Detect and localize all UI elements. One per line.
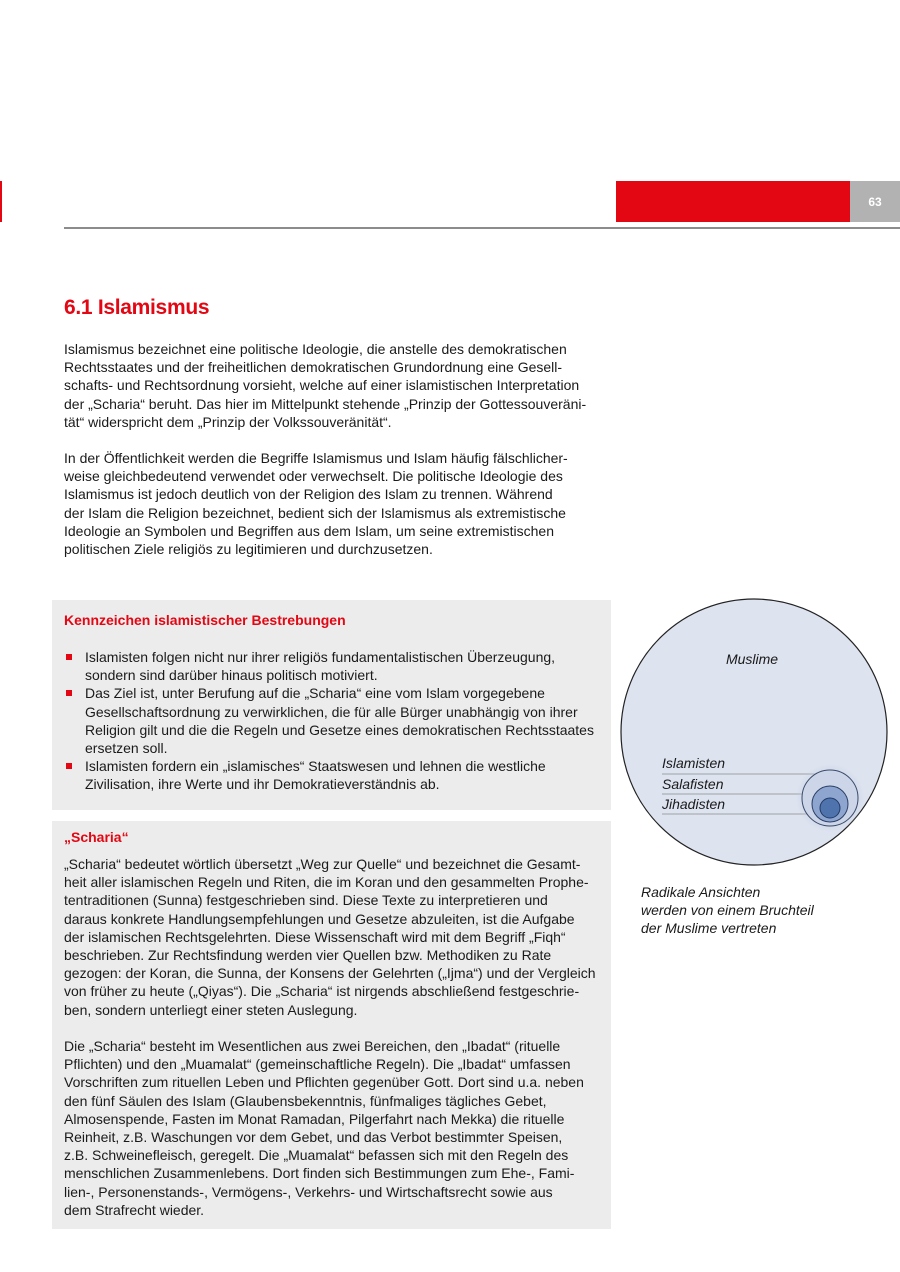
text-line: politischen Ziele religiös zu legitimieren und durchzusetzen. xyxy=(64,541,433,558)
text-line: z.B. Schweinefleisch, geregelt. Die „Muamalat“ befassen sich mit den Regeln des xyxy=(64,1147,569,1164)
header-red-band xyxy=(616,181,850,222)
text-line: Die „Scharia“ besteht im Wesentlichen aus zwei Bereichen, den „Ibadat“ (rituelle xyxy=(64,1038,561,1054)
section-title: 6.1 Islamismus xyxy=(64,296,210,319)
jihadists-circle xyxy=(820,798,840,818)
second-paragraph xyxy=(64,449,624,558)
text-line: der Muslime vertreten xyxy=(641,920,777,937)
text-line: tentraditionen (Sunna) festgeschrieben sind. Diese Texte zu interpretieren und xyxy=(64,892,548,909)
text-line: In der Öffentlichkeit werden die Begriffe Islamismus und Islam häufig fälschlicher- xyxy=(64,450,568,466)
text-line: Islamisten folgen nicht nur ihrer religiös fundamentalistischen Überzeugung, xyxy=(85,649,556,665)
text-line: menschlichen Zusammenlebens. Dort finden sich Bestimmungen zum Ehe-, Fami- xyxy=(64,1165,575,1182)
text-line: beschrieben. Zur Rechtsfindung werden vier Quellen bzw. Methodiken zu Rate xyxy=(64,947,552,964)
text-line: Das Ziel ist, unter Berufung auf die „Scharia“ eine vom Islam vorgegebene xyxy=(85,685,545,702)
red-square-bullet-icon xyxy=(66,654,72,660)
red-square-bullet-icon xyxy=(66,690,72,696)
scharia-box xyxy=(52,821,611,1229)
text-line: ben, sondern unterliegt einer steten Auslegung. xyxy=(64,1001,358,1018)
intro-paragraph xyxy=(64,340,624,431)
red-square-bullet-icon xyxy=(66,763,72,769)
text-line: Gesellschaftsordnung zu verwirklichen, die für alle Bürger unabhängig von ihrer xyxy=(85,703,578,720)
text-line: tät“ widerspricht dem „Prinzip der Volkssouveränität“. xyxy=(64,413,392,430)
text-line: ersetzen soll. xyxy=(85,740,168,757)
text-line: Vorschriften zum rituellen Leben und Pflichten gegenüber Gott. Dort sind u.a. neben xyxy=(64,1074,584,1091)
muslims-radicals-circle-diagram xyxy=(614,592,894,872)
text-line: Rechtsstaates und der freiheitlichen demokratischen Grundordnung eine Gesell- xyxy=(64,359,563,376)
islamisten-label: Islamisten xyxy=(662,755,726,771)
text-line: der islamischen Rechtsgelehrten. Diese Wissenschaft wird mit dem Begriff „Fiqh“ xyxy=(64,928,566,945)
text-line: Islamisten fordern ein „islamisches“ Staatswesen und lehnen die westliche xyxy=(85,758,546,775)
page-number: 63 xyxy=(850,181,900,222)
text-line: weise gleichbedeutend verwendet oder verwechselt. Die politische Ideologie des xyxy=(64,468,563,485)
diagram-caption xyxy=(641,883,814,938)
text-line: „Scharia“ bedeutet wörtlich übersetzt „Weg zur Quelle“ und bezeichnet die Gesamt- xyxy=(64,856,581,872)
text-line: Zivilisation, ihre Werte und ihr Demokratieverständnis ab. xyxy=(85,776,440,793)
muslims-label: Muslime xyxy=(725,651,779,667)
text-line: Islamismus ist jedoch deutlich von der Religion des Islam zu trennen. Während xyxy=(64,486,553,503)
text-line: Ideologie an Symbolen und Begriffen aus dem Islam, um seine extremistischen xyxy=(64,522,555,539)
text-line: schafts- und Rechtsordnung vorsieht, welche auf einer islamistischen Interpretation xyxy=(64,377,580,394)
list-item xyxy=(64,684,594,757)
text-line: von früher zu heute („Qiyas“). Die „Scharia“ ist nirgends abschließend festgeschrie- xyxy=(64,983,580,1000)
jihadisten-label: Jihadisten xyxy=(662,796,726,812)
text-line: lien-, Personenstands-, Vermögens-, Verkehrs- und Wirtschaftsrecht sowie aus xyxy=(64,1183,553,1200)
text-line: daraus konkrete Handlungsempfehlungen und Gesetze abzuleiten, ist die Aufgabe xyxy=(64,910,575,927)
text-line: der „Scharia“ beruht. Das hier im Mittelpunkt stehende „Prinzip der Gottessouveräni- xyxy=(64,395,587,412)
features-list xyxy=(64,648,594,794)
text-line: Almosenspende, Fasten im Monat Ramadan, Pilgerfahrt nach Mekka) die rituelle xyxy=(64,1110,565,1127)
page-edge-marker xyxy=(0,181,2,222)
text-line: der Islam die Religion bezeichnet, bedient sich der Islamismus als extremistische xyxy=(64,504,566,521)
features-box xyxy=(52,600,611,810)
features-box-heading: Kennzeichen islamistischer Bestrebungen xyxy=(64,612,346,628)
text-line: den fünf Säulen des Islam (Glaubensbekenntnis, fünfmaliges tägliches Gebet, xyxy=(64,1092,547,1109)
text-line: Religion gilt und die die Regeln und Gesetze eines demokratischen Rechtsstaates xyxy=(85,721,594,738)
text-line: dem Strafrecht wieder. xyxy=(64,1201,205,1218)
text-line: Islamismus bezeichnet eine politische Ideologie, die anstelle des demokratischen xyxy=(64,341,567,357)
scharia-paragraph-1 xyxy=(64,855,596,1019)
text-line: werden von einem Bruchteil xyxy=(641,902,814,919)
salafisten-label: Salafisten xyxy=(662,776,724,792)
text-line: heit aller islamischen Regeln und Riten, die im Koran und den gesammelten Prophe- xyxy=(64,874,589,891)
scharia-paragraph-2 xyxy=(64,1037,584,1219)
header-rule xyxy=(64,227,900,229)
text-line: Pflichten) und den „Muamalat“ (gemeinschaftliche Regeln). Die „Ibadat“ umfassen xyxy=(64,1056,571,1073)
text-line: Reinheit, z.B. Waschungen vor dem Gebet, und das Verbot bestimmter Speisen, xyxy=(64,1129,563,1146)
text-line: sondern sind darüber hinaus politisch motiviert. xyxy=(85,667,378,684)
text-line: Radikale Ansichten xyxy=(641,884,761,900)
scharia-box-heading: „Scharia“ xyxy=(64,829,129,845)
list-item xyxy=(64,757,594,793)
list-item xyxy=(64,648,594,684)
text-line: gezogen: der Koran, die Sunna, der Konsens der Gelehrten („Ijma“) und der Vergleich xyxy=(64,965,596,982)
